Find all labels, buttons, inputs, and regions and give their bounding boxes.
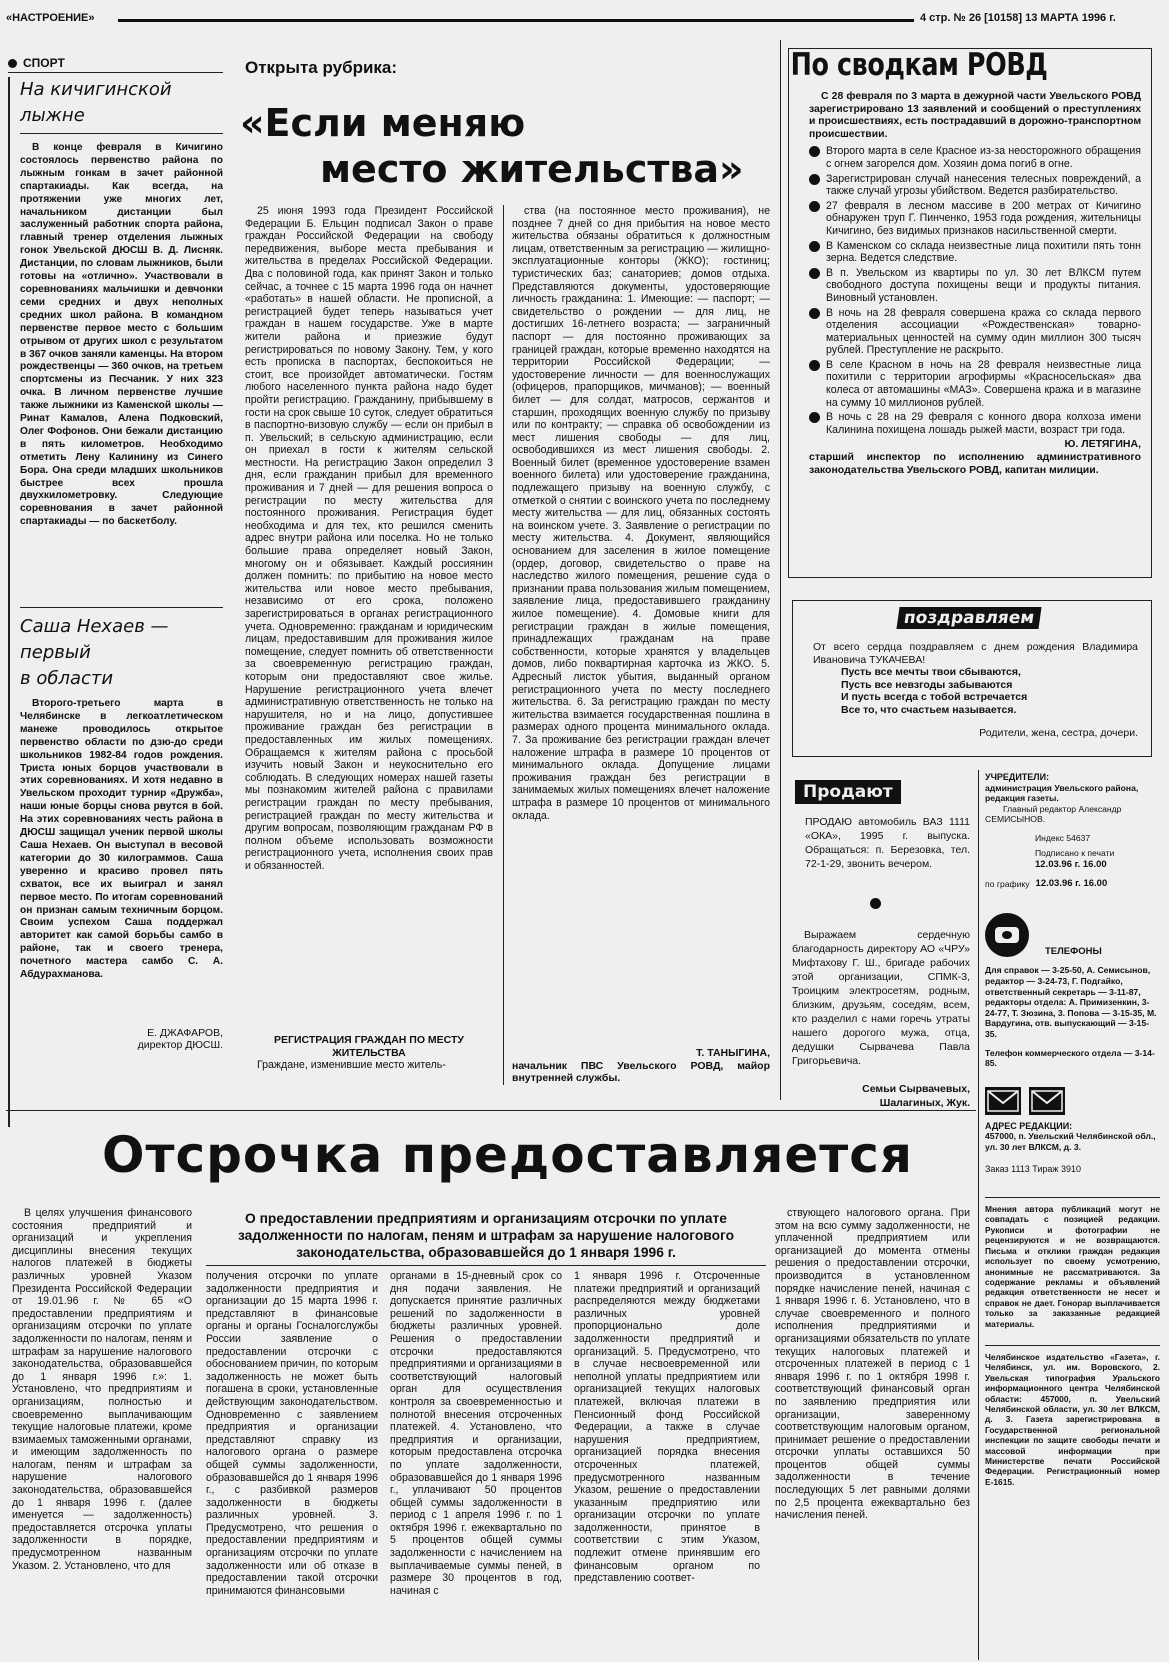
bullet-icon <box>809 201 820 212</box>
sport-rubric: СПОРТ <box>8 56 223 73</box>
list-item: В селе Красном в ночь на 28 февраля неизвестные лица похитили с территории агрофирмы «Красносельская» два колеса от автомашины «МАЗ». Совершена кража и в магазине на сумму 10 миллионов рублей. <box>809 359 1141 409</box>
residence-col2: ства (на постоянное место проживания), не позднее 7 дней со дня прибытия на новое место жительства обязаны обратиться к должностным лицам, ответственным за регистрацию — жилищно-эксплуатационные конторы (ЖКО); гостиниц; туристических баз; санаториев; домов отдыха. Представляются документы, удостоверяющие личность гражданина: 1. Имеющие: — паспорт; — свидетельство о рождении — для лиц, не достигших 16-летнего возраста; — заграничный паспорт — для постоянно проживающих за границей граждан, которые временно находятся на территории Российской Федерации; — удостоверение личности — для военнослужащих (офицеров, прапорщиков, мичманов); — военный билет — для солдат, матросов, сержантов и старшин, проходящих военную службу по призыву или по контракту; — справка об освобождении из мест лишения свободы — для лиц, освободившихся из мест лишения свободы. 2. Военный билет (временное удостоверение взамен военного билета) или удостоверение гражданина, подлежащего призыву на военную службу, с отметкой о снятии с воинского учета по последнему месту жительства — для лиц, обязанных состоять на воинском учете. 3. Заявление о регистрации по месту жительства. 4. Документ, являющийся основанием для заселения в жилое помещение (ордер, договор, свидетельство о праве на наследство жилого помещения, решение суда о признании права пользования жилым помещением, заявление лица, предоставившего гражданину жилое помещение). 4. Домовые книги для регистрации граждан в жилые помещения, принадлежащих гражданам на праве собственности, которые хранятся у владельцев домов, либо поквартирная карточка из ЖКО. 5. Адресный листок убытия, выданный органом регистрационного учета по месту последнего жительства. 6. За регистрацию граждан по месту жительства взимается государственная пошлина в размерах одного процента минимального оклада. 7. За проживание без регистрации граждан влечет наложение штрафа в размере 10 процентов от минимального оклада. Допущение лицами проживания граждан без регистрации в занимаемых жилых помещениях влечет наложение штрафа в размере 10 процентов от минимального оклада. Т. ТАНЫГИНА, начальник ПВС Увельского РОВД, майор внутренней службы. <box>512 205 770 1085</box>
bullet-icon <box>809 174 820 185</box>
mail-icon <box>985 1087 1021 1115</box>
list-item: В Каменском со склада неизвестные лица похитили пять тонн зерна. Ведется следствие. <box>809 240 1141 265</box>
bullet-icon <box>809 241 820 252</box>
section-rule <box>6 1110 976 1111</box>
rovd-intro: С 28 февраля по 3 марта в дежурной части Увельского РОВД зарегистрировано 13 заявлений и сообщений о преступлениях и происшествиях, есть пострадавший в дорожно-транспортном происшествии. <box>809 91 1141 140</box>
bullet-icon <box>809 360 820 371</box>
article-title: Саша Нехаев — <box>20 616 169 637</box>
article-body: Второго-третьего марта в Челябинске в легкоатлетическом манеже проводилось открытое первенство области по дзю-до среди школьников 1982-84 годов рождения. Триста юных борцов участвовали в этих соревнованиях. И хотя недавно в Увельском проходит турнир «Дружба», наши юные борцы снова рвутся в бой. На этих соревнованиях честь района в ДЮСШ защищал ученик первой школы Саша Нехаев. Он выступал в весовой категории до 30 килограммов. Саша уверенно и красиво провел пять схваток, все их выиграл и занял первое место. По итогам соревнований он признан самым техничным борцом. Своим успехом Саша поддержал авторитет как самой борьбы самбо в районе, так и своего тренера, почетного мастера самбо С. А. Абдурахманова. <box>20 698 223 981</box>
bullet-icon <box>809 308 820 319</box>
congrats-box: поздравляем От всего сердца поздравляем с днем рождения Владимира Ивановича ТУКАЧЕВА! Пусть все мечты твои сбываются, Пусть все невзгоды забываются И пусть всегда с тобой встречается Все то, что счастьем называется. Родители, жена, сестра, дочери. <box>792 600 1152 757</box>
signature: директор ДЮСШ. <box>137 1038 223 1051</box>
column-divider <box>978 770 979 1660</box>
list-item: 27 февраля в лесном массиве в 200 метрах от Кичигино обнаружен труп Г. Пинченко, 1953 года рождения, жительницы Кичигино, без видимых признаков насильственной смерти. <box>809 200 1141 238</box>
residence-rubric: Открыта рубрика: <box>245 58 398 77</box>
article-title: На кичигинской <box>20 79 172 100</box>
column-divider <box>780 40 781 1100</box>
signature: начальник ПВС Увельского РОВД, майор внутренней службы. <box>512 1059 770 1085</box>
phone-icon <box>985 913 1029 957</box>
deferral-col5: ствующего налогового органа. При этом на всю сумму задолженности, не уплаченной предприятием или организацией до момента отмены решения о предоставлении отсрочки, производится в установленном порядке начисление пеней, начиная с 1 января 1996 г. 6. Установлено, что в случае своевременного и полного исполнения предприятиями и организациями обязательств по уплате текущих налоговых платежей и отсроченных платежей в период с 1 января 1996 г. по 1 октября 1998 г. соответствующий финансовый орган по заявлению предприятия или организации, заверенному соответствующим налоговым органом, принимает решение о предоставлении отсрочки уплаты оставшихся 50 процентов общей суммы задолженности в течение последующих 5 лет равными долями по 2,5 процента ежеквартально без начисления пеней. <box>775 1207 970 1522</box>
article-title: в области <box>20 668 114 689</box>
article-body: В конце февраля в Кичигино состоялось первенство района по лыжным гонкам в зачет районной спартакиады. Как всегда, на протяжении уже многих лет, начальником дистанции был заслуженный работник спорта района, главный тренер отделения лыжных гонок Увельской ДЮСШ В. Д. Лисняк. Дистанции, по словам лыжников, были готовы на «отлично». Участвовали в соревнованиях мальчишки и девчонки семи средних и двух неполных средних школ района. В командном первенстве первое место с большим отрывом от других школ с результатом в 367 очков заняли каменцы. На втором рождественцы — 360 очков, на третьем спортсмены из Песчаник. У них 323 очка. В личном первенстве лучшие также лыжники из Каменской школы — Ринат Камалов, Алена Подковский, Олег Фофонов. Они бежали дистанцию в пять километров. Необходимо отметить Лену Калинину из Синего Бора. Она среди младших школьников быстрее всех прошла двухкилометровку. Следующие соревнования в зачет районной спартакиады — по баскетболу. <box>20 142 223 528</box>
header-rule <box>118 19 914 22</box>
deferral-col3: органами в 15-дневный срок со дня подачи заявления. Не допускается принятие различных решений по задолженности в бюджеты различных уровней. Решения о предоставлении отсрочки предоставляются предприятиями и организациями в соответствующий налоговый орган для осуществления контроля за своевременностью и полнотой внесения отсроченных платежей. 4. Установлено, что предприятия и организации, которым предоставлена отсрочка по уплате задолженности, образовавшейся до 1 января 1996 г., уплачивают 50 процентов общей суммы задолженности в период с 1 апреля 1996 г. по 1 октября 1996 г. ежеквартально по 5 процентов общей суммы задолженности с начислением на выплачиваемые суммы пеней, в размере 30 процентов в год, начиная с <box>390 1270 562 1597</box>
bullet-icon <box>809 268 820 279</box>
imprint: УЧРЕДИТЕЛИ: администрация Увельского района, редакция газеты. Главный редактор Александр СЕМИСЫНОВ. Индекс 54637 Подписано к печати 12.03.96 г. 16.00 по графику 12.03.96 г. 16.00 ТЕЛЕФОНЫ Для справок — 3-25-50, А. Семисынов, редактор — 3-24-73, Г. Подгайко, ответственный секретарь — 3-11-87, редакторы отдела: А. Примизенкин, 3-24-77, Т. Зюзина, 3. Попова — 3-15-35, М. Вардугина, отв. выпускающий — 3-15-35. Телефон коммерческого отдела — 3-14-85. АДРЕС РЕДАКЦИИ: 457000, п. Увельский Челябинской обл., ул. 30 лет ВЛКСМ, д. 3. Заказ 1113 Тираж 3910 Мнения автора публикаций могут не совпадать с позицией редакции. Рукописи и фотографии не рецензируются и не возвращаются. Письма и отклики граждан редакция использует по своему усмотрению, анонимные не рассматриваются. За содержание рекламы и объявлений редакция ответственности не несет и справок не дает. Гонорар выплачивается только за заказанные редакцией материалы. Челябинское издательство «Газета», г. Челябинск, ул. им. Воровского, 2. Увельская типография Уральского информационного центра Челябинской области: 457000, п. Увельский Челябинской области, ул. 30 лет ВЛКСМ, д. 3. Газета зарегистрирована в Государственной региональной инспекции по защите свободы печати и массовой информации при Министерстве печати Российской Федерации. Регистрационный номер Е-1615. <box>985 772 1160 1487</box>
bullet-icon <box>809 412 820 423</box>
congrats-badge: поздравляем <box>896 607 1041 629</box>
rovd-title: По сводкам РОВД <box>790 47 1048 83</box>
bullet-icon <box>809 146 820 157</box>
deferral-subtitle: О предоставлении предприятиям и организациям отсрочки по уплате задолженности по налогам, пеням и штрафам за нарушение налогового законодательства, образовавшейся до 1 января 1996 г. <box>206 1210 766 1266</box>
deferral-col2: получения отсрочки по уплате задолженности предприятия и организации до 15 марта 1996 г. представляют в финансовые органы и органы Госналогслужбы России заявление о предоставлении отсрочки с обоснованием причин, по которым задолженность не может быть погашена в сроки, установленные действующим законодательством. Одновременно с заявлением предприятия и организации представляют справку из налогового органа о размере общей суммы задолженности, образовавшейся до 1 января 1996 г., с разбивкой размеров задолженности в бюджеты различных уровней. 3. Предусмотрено, что решения о предоставлении предприятиям и организациям отсрочки по уплате задолженности или об отказе в предоставлении такой отсрочки принимаются финансовыми <box>206 1270 378 1597</box>
bullet-icon <box>8 59 17 68</box>
black-dot-icon <box>870 898 881 909</box>
list-item: В п. Увельском из квартиры по ул. 30 лет ВЛКСМ путем свободного доступа похищены вещи и продукты питания. Виновный установлен. <box>809 267 1141 305</box>
sale-badge: Продают <box>795 780 901 804</box>
deferral-title: Отсрочка предоставляется <box>102 1126 914 1184</box>
signature: старший инспектор по исполнению административного законодательства Увельского РОВД, капитан милиции. <box>809 451 1141 476</box>
rovd-items <box>809 145 1141 436</box>
article-title: лыжне <box>20 103 223 134</box>
signature: Е. ДЖАФАРОВ, <box>147 1027 223 1039</box>
sale-text: ПРОДАЮ автомобиль ВАЗ 1111 «ОКА», 1995 г. выпуска. Обращаться: п. Березовка, тел. 72-1-29, звонить вечером. <box>805 816 970 870</box>
header-issue: 4 стр. № 26 [10158] 13 МАРТА 1996 г. <box>920 12 1116 24</box>
column-divider <box>503 205 504 1085</box>
list-item: Второго марта в селе Красное из-за неосторожного обращения с огнем загорелся дом. Хозяин дома погиб в огне. <box>809 145 1141 170</box>
list-item: В ночь с 28 на 29 февраля с конного двора колхоза имени Калинина похищена лошадь рыжей масти, возраст три года. <box>809 411 1141 436</box>
list-item: Зарегистрирован случай нанесения телесных повреждений, а также случай угрозы убийством. Ведется разбирательство. <box>809 173 1141 198</box>
deferral-col4: 1 января 1996 г. Отсроченные платежи предприятий и организаций распределяются между бюджетами различных уровней пропорционально доле задолженности предприятий и организаций. 5. Предусмотрено, что в случае несвоевременной или неполной уплаты предприятием или организацией текущих налоговых платежей, включая платежи в Пенсионный фонд Российской Федерации, а также в случае нарушения предприятием, организацией порядка внесения отсроченных платежей, предусмотренного названным Указом, решение о предоставлении указанным предприятию или организации отсрочки по уплате задолженности, принятое в соответствии с этим Указом, подлежит отмене принявшим его финансовым органом по представлению соответ- <box>574 1270 760 1585</box>
signature: Т. ТАНЫГИНА, <box>696 1047 770 1059</box>
condolence-text: Выражаем сердечную благодарность директору АО «ЧРУ» Мифтахову Г. Ш., бригаде рабочих этой организации, СПМК-3, Троицким электросетям, родным, близким, друзьям, соседям, всем, кто разделил с нами горечь утраты нашего дорогого мужа, отца, дедушки Сырвачева Павла Григорьевича. <box>792 929 970 1067</box>
condolence-sign: Семьи Сырвачевых, Шалагиных, Жук. <box>862 1083 970 1109</box>
residence-title: «Если меняю место жительства» <box>240 101 744 191</box>
sport-column <box>8 56 223 1127</box>
rovd-box <box>788 48 1152 578</box>
deferral-col1: В целях улучшения финансового состояния предприятий и организаций и укрепления дисциплины внесения текущих налогов платежей в бюджеты различных уровней Указом Президента Российской Федерации от 19.01.96 г. № 65 «О предоставлении предприятиям и организациям отсрочки по уплате задолженности по налогам, пеням и штрафам за нарушение налогового законодательства, образовавшейся до 1 января 1996 г.»: 1. Установлено, что предприятиям и организациям, полностью и своевременно выплачивающим текущие налоговые платежи, кроме взимаемых таможенными органами, и имеющим задолженность по налогам, пеням и штрафам за нарушение налогового законодательства, образовавшейся до 1 января 1996 г. (далее именуется — задолженность) предоставляется отсрочка уплаты задолженности в порядке, предусмотренном названным Указом. 2. Установлено, что для <box>12 1207 192 1572</box>
mail-icon <box>1029 1087 1065 1115</box>
residence-col1: 25 июня 1993 года Президент Российской Федерации Б. Ельцин подписал Закон о праве граждан Российской Федерации на свободу передвижения, выборе места пребывания и жительства в пределах Российской Федерации. Два с половиной года, как принят Закон и только сейчас, а точнее с 15 марта 1996 года он начнет «работать» в нашей области. Не прописной, а регистрацией будет теперь называться учет граждан в нашем государстве. Уже в марте жители района и приезжие будут регистрироваться по новому Закону. Тем, у кого есть прописка в паспортах, беспокоиться не стоит, все произойдет автоматически. Гостям любого населенного пункта района надо будет пройти регистрацию. Гражданину, прибывшему в гости на срок свыше 10 суток, следует обратиться в паспортно-визовую службу — если он прибыл в п. Увельский; в сельскую администрацию, если он приехал в гости к жителям сельской местности. На регистрацию Закон определил 3 дня, если гражданин прибыл для временного проживания и 7 дней — для решения вопроса о регистрации по месту жительства для постоянного проживания. Регистрация будет необходима и для тех, кто решился сменить адрес внутри района или поселка. Но не только большие права определяет новый Закон, многому он и обязывает. Каждый россиянин должен помнить: по прибытию на новое место жительства или новое место пребывания, независимо от его срока, положено зарегистрироваться в органах регистрационного учета. Одновременно: гражданам и юридическим лицам, предоставившим для проживания жилое помещение, следует помнить об ответственности за своевременную регистрацию граждан, которым они предоставляют свое жилье. Нарушение регистрационного учета влечет административную ответственность не только на нарушителя, но и на лицо, допустившее проживание граждан без регистрации в предоставленных им жилых помещениях. Обращаемся к жителям района с просьбой изучить новый Закон и неукоснительно его соблюдать. В следующих номерах нашей газеты мы познакомим жителей района с правилами регистрации граждан по месту пребывания, регистрацией граждан по месту жительства и другим вопросам, позволяющим гражданам РФ в полном объеме использовать возможности регистрационного учета, исполнения своих прав и обязанностей. РЕГИСТРАЦИЯ ГРАЖДАН ПО МЕСТУ ЖИТЕЛЬСТВА Граждане, изменившие место житель- <box>245 205 493 1072</box>
list-item: В ночь на 28 февраля совершена кража со склада первого отделения ассоциации «Рождественская» товарно-материальных ценностей на сумму один миллион 300 тысяч рублей. Преступление не раскрыто. <box>809 307 1141 357</box>
article-title: первый <box>20 642 91 663</box>
signature: Ю. ЛЕТЯГИНА, <box>1064 438 1141 451</box>
header-section: «НАСТРОЕНИЕ» <box>6 12 95 24</box>
